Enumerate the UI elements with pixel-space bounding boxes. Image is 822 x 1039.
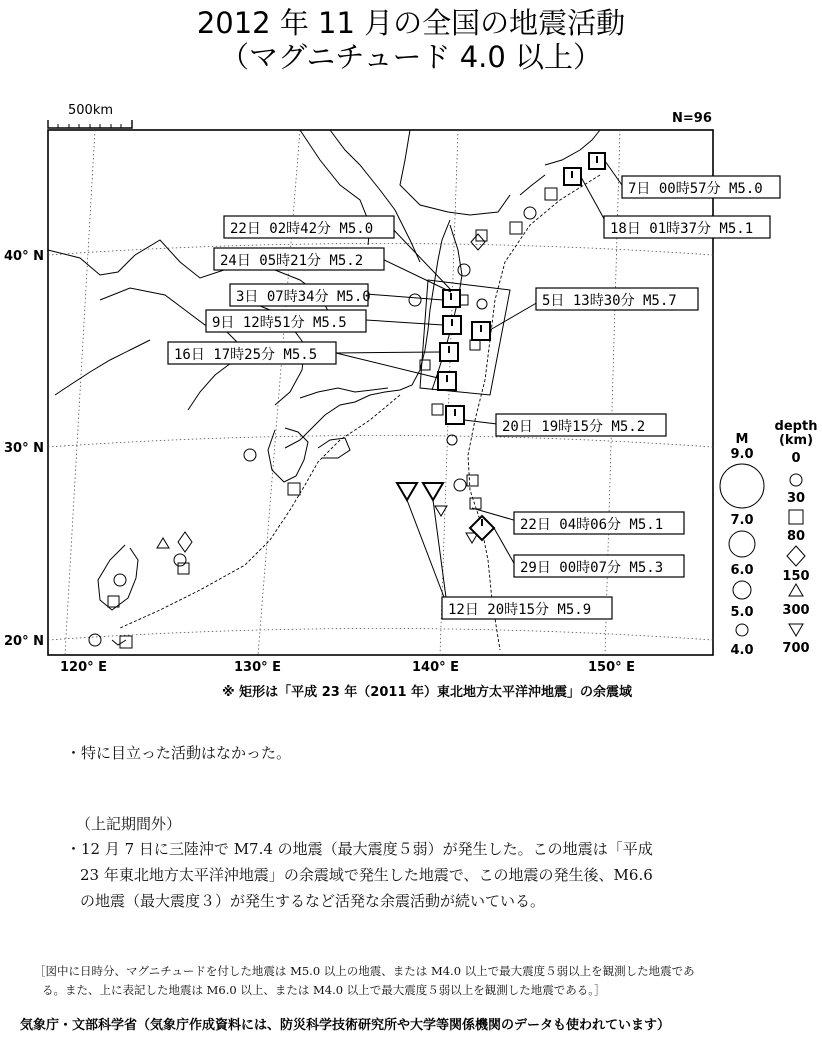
lon-label: 140° E [412,660,460,675]
footer-credit: 気象庁・文部科学省（気象庁作成資料には、防災科学技術研究所や大学等関係機関のデータも使われています） [20,1018,671,1033]
legend-depth-header: depth [774,419,818,434]
title-line-1: 2012 年 11 月の全国の地震活動 [196,6,626,40]
legend-mag-circle [729,531,755,557]
annotation-label: 16日 17時25分 M5.5 [174,347,318,363]
legend-depth-label: 80 [786,529,806,544]
scale-bar [48,103,132,128]
body-line-1: ・特に目立った活動はなかった。 [66,744,292,762]
lat-label: 40° N [4,249,44,264]
legend-depth-diamond [787,546,805,566]
legend-depth-unit: (km) [778,433,814,448]
lat-label: 30° N [4,441,44,456]
legend-depth-label: 0 [791,451,801,466]
annotation-label: 18日 01時37分 M5.1 [610,221,754,237]
legend-depth-label: 700 [782,641,810,656]
annotation-label: 24日 05時21分 M5.2 [220,253,364,269]
annotation-label: 12日 20時15分 M5.9 [448,602,592,618]
lat-label: 20° N [4,634,44,649]
annotation-label: 7日 00時57分 M5.0 [628,181,763,197]
title-line-2: （マグニチュード 4.0 以上） [219,40,603,74]
scale-label: 500km [68,103,114,118]
legend-mag-label: 4.0 [730,643,754,658]
annotation-label: 5日 13時30分 M5.7 [542,293,677,309]
legend-mag-label: 6.0 [730,563,754,578]
event-count: N=96 [672,111,712,126]
body-line-4: 23 年東北地方太平洋沖地震」の余震域で発生した地震で、この地震の発生後、M6.6 [80,866,653,884]
legend-depth-label: 30 [786,491,806,506]
body-line-3: ・12 月 7 日に三陸沖で M7.4 の地震（最大震度５弱）が発生した。この地震は「平成 [66,840,653,858]
legend-mag-circle [736,624,748,636]
fine-print-2: る。また、上に表記した地震は M6.0 以上、または M4.0 以上で最大震度５弱以上を観測した地震である。］ [42,983,606,997]
lon-label: 150° E [588,660,636,675]
legend-mag-header: M [735,432,749,447]
lon-label: 130° E [234,660,282,675]
annotation-label: 22日 02時42分 M5.0 [230,221,374,237]
legend-depth-label: 300 [782,603,810,618]
body-line-5: の地震（最大震度３）が発生するなど活発な余震活動が続いている。 [80,892,546,910]
body-line-2: （上記期間外） [76,815,182,833]
fine-print-1: ［図中に日時分、マグニチュードを付した地震は M5.0 以上の地震、または M4.0 以上で最大震度５弱以上を観測した地震であ [34,964,695,978]
annotation-label: 9日 12時51分 M5.5 [212,315,347,331]
earthquake-map [0,95,822,715]
legend-mag-circle [733,581,751,599]
legend-depth-triangle-down [789,624,803,636]
annotation-label: 3日 07時34分 M5.0 [236,289,371,305]
legend-mag-label: 5.0 [730,605,754,620]
legend-mag-circle [720,464,764,508]
legend-depth-square [789,510,803,524]
annotation-label: 29日 00時07分 M5.3 [520,560,664,576]
legend-mag-label: 7.0 [730,513,754,528]
legend-depth-label: 150 [782,569,810,584]
annotation-label: 20日 19時15分 M5.2 [502,419,646,435]
legend-mag-label: 9.0 [730,447,754,462]
annotation-label: 22日 04時06分 M5.1 [520,517,664,533]
rectangle-note: ※ 矩形は「平成 23 年（2011 年）東北地方太平洋沖地震」の余震域 [222,685,633,700]
legend-depth-triangle-up [789,584,803,596]
legend-depth-circle [790,474,802,486]
legend [720,419,817,658]
lon-label: 120° E [60,660,108,675]
